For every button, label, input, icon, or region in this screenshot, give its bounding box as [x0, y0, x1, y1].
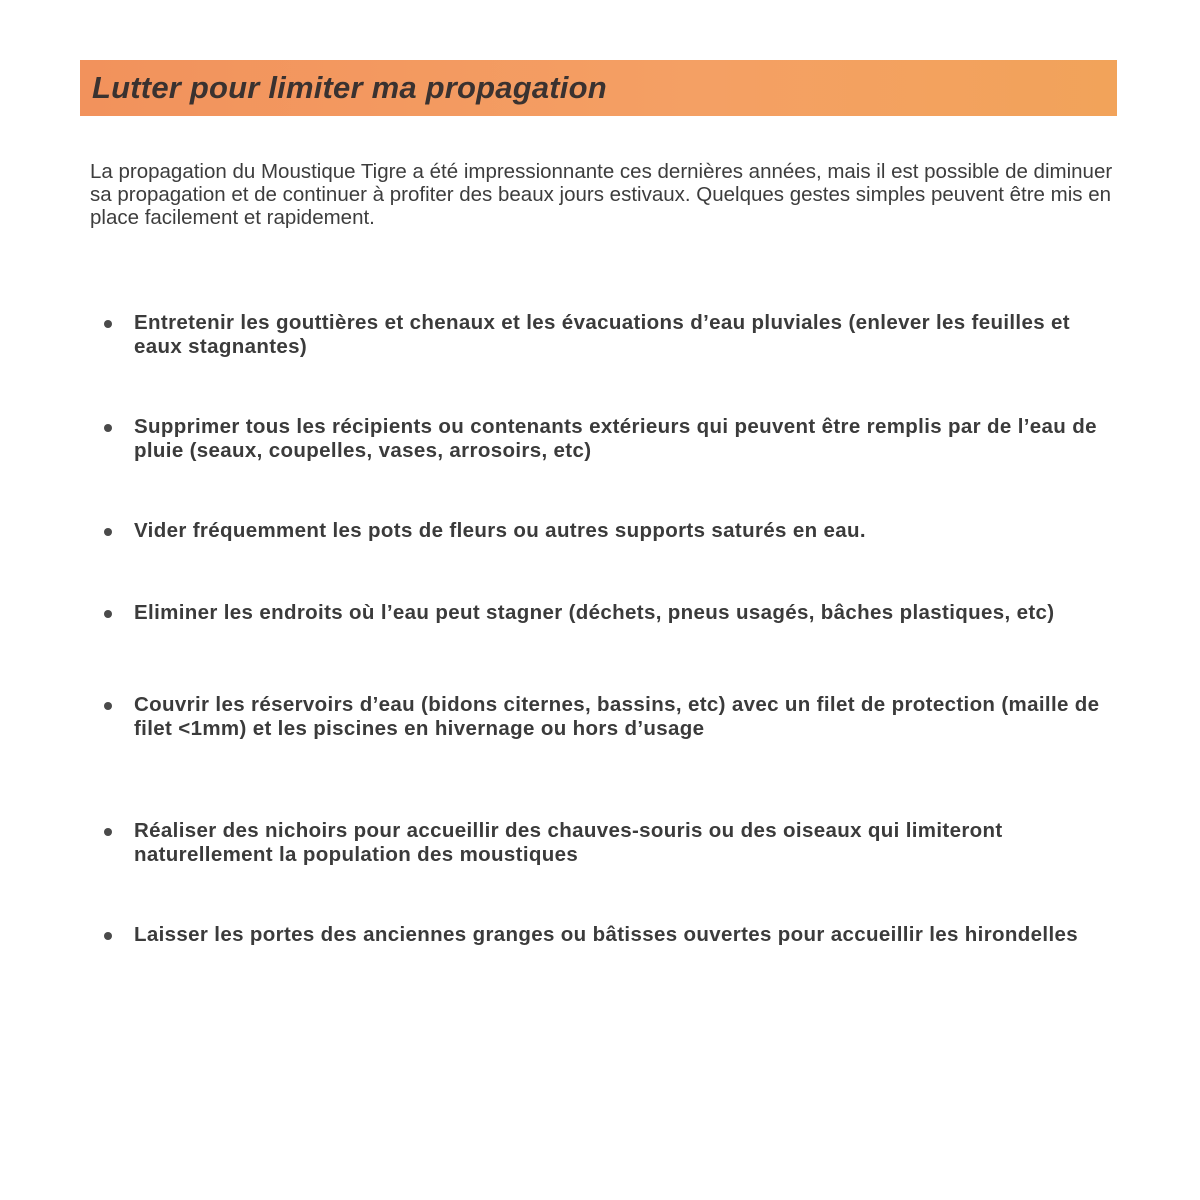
list-item-text: Couvrir les réservoirs d’eau (bidons citernes, bassins, etc) avec un filet de protection (maille de filet <1mm) et les piscines en hivernage ou hors d’usage	[134, 693, 1100, 740]
list-item	[104, 923, 1114, 947]
list-item-text: Entretenir les gouttières et chenaux et les évacuations d’eau pluviales (enlever les feuilles et eaux stagnantes)	[134, 311, 1070, 358]
bullet-icon	[104, 932, 112, 940]
list-item	[104, 693, 1114, 740]
list-item	[104, 819, 1114, 866]
list-item-text: Laisser les portes des anciennes granges ou bâtisses ouvertes pour accueillir les hirondelles	[134, 923, 1079, 946]
list-item	[104, 415, 1114, 462]
intro-paragraph: La propagation du Moustique Tigre a été impressionnante ces dernières années, mais il est possible de diminuer sa propagation et de continuer à profiter des beaux jours estivaux. Quelques gestes simples peuvent être mis en place facilement et rapidement.	[90, 160, 1113, 229]
bullet-icon	[104, 320, 112, 328]
page-title: Lutter pour limiter ma propagation	[92, 70, 607, 105]
list-item	[104, 519, 1114, 543]
list-item-text: Réaliser des nichoirs pour accueillir des chauves-souris ou des oiseaux qui limiteront naturellement la population des moustiques	[134, 819, 1003, 866]
list-item	[104, 601, 1114, 625]
list-item-text: Supprimer tous les récipients ou contenants extérieurs qui peuvent être remplis par de l’eau de pluie (seaux, coupelles, vases, arrosoirs, etc)	[134, 415, 1097, 462]
bullet-icon	[104, 528, 112, 536]
bullet-icon	[104, 424, 112, 432]
bullet-icon	[104, 702, 112, 710]
bullet-icon	[104, 610, 112, 618]
list-item-text: Vider fréquemment les pots de fleurs ou autres supports saturés en eau.	[134, 519, 866, 542]
bullet-icon	[104, 828, 112, 836]
list-item	[104, 311, 1114, 358]
list-item-text: Eliminer les endroits où l’eau peut stagner (déchets, pneus usagés, bâches plastiques, etc)	[134, 601, 1055, 624]
